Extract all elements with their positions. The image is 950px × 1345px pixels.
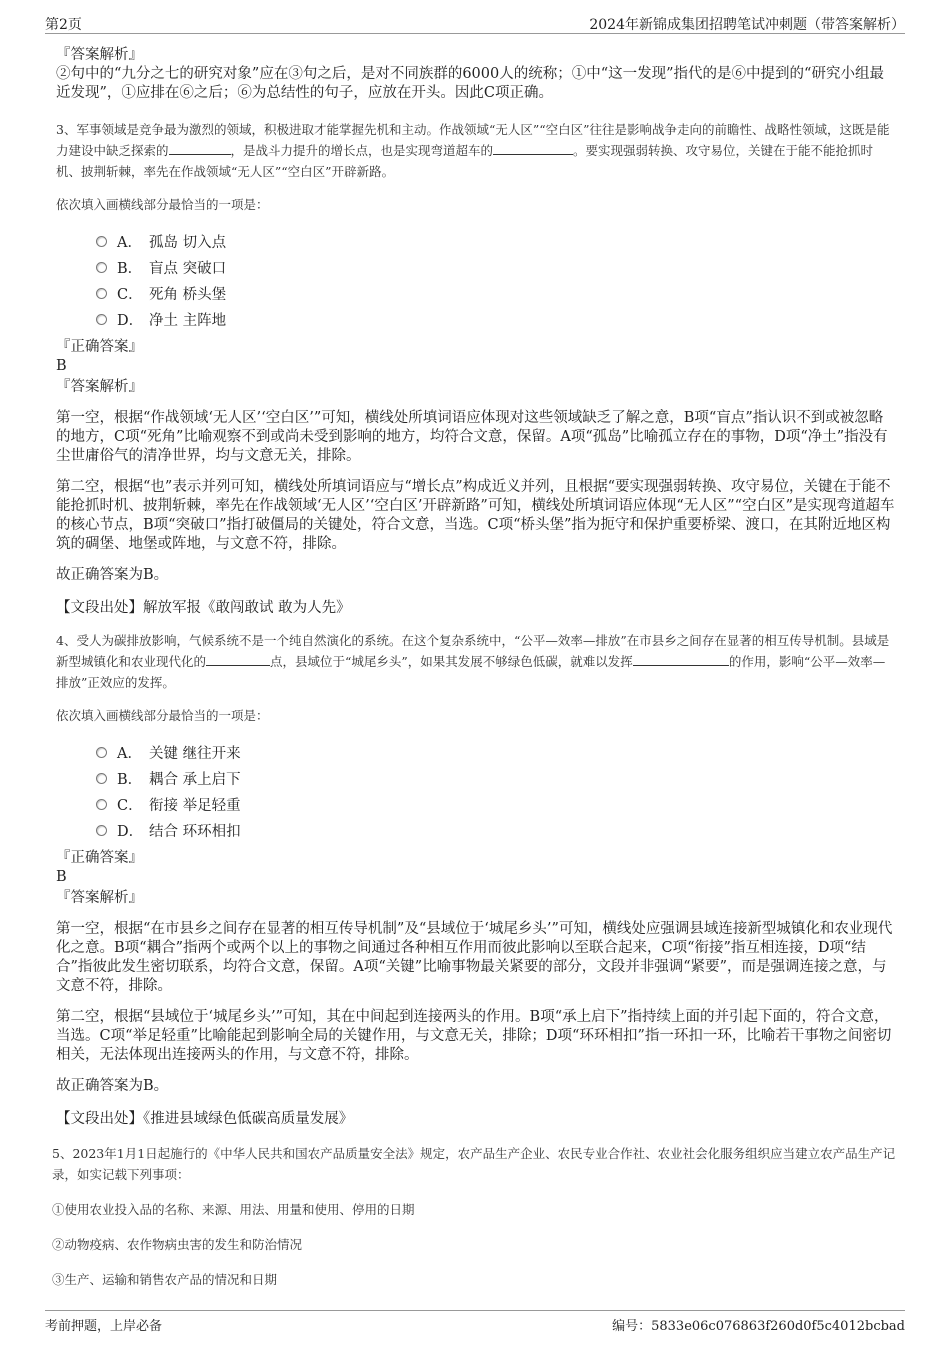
option-text: 孤岛 切入点	[149, 234, 227, 251]
option-letter: C．	[117, 286, 143, 303]
option-text: 结合 环环相扣	[149, 823, 241, 840]
option-letter: D．	[117, 823, 144, 840]
option-letter: C．	[117, 797, 143, 814]
page-footer	[45, 1310, 905, 1332]
analysis-label: 『答案解析』	[56, 890, 143, 906]
answer-blank-1	[169, 141, 231, 155]
analysis-paragraph-1: 第一空，根据“作战领域‘无人区’‘空白区’”可知，横线处所填词语应体现对这些领域缺乏了解之意，B项“盲点”指认识不到或被忽略的地方，C项“死角”比喻观察不到或尚未受到影响的地方，均符合文意，保留。A项“孤岛”比喻孤立存在的事物，D项“净土”指没有尘世庸俗气的清净世界，均与文意无关，排除。	[56, 410, 888, 464]
question-3-part3: 。要实现强弱转换、攻守易位，关键在于能不能抢抓时机、披荆斩棘，率先在作战领域“无人区”“空白区”开辟新路。	[56, 143, 874, 179]
analysis-conclusion: 故正确答案为B。	[56, 1078, 169, 1094]
document-id: 编号：5833e06c076863f260d0f5c4012bcbad	[612, 1319, 905, 1334]
list-item: ②动物疫病、农作物病虫害的发生和防治情况	[52, 1237, 303, 1252]
question-3-options	[96, 228, 896, 332]
option-d[interactable]	[96, 817, 896, 843]
document-title: 2024年新锦成集团招聘笔试冲刺题（带答案解析）	[589, 17, 905, 33]
analysis-label: 『答案解析』	[56, 379, 143, 395]
option-letter: A．	[117, 234, 142, 251]
radio-icon[interactable]	[96, 288, 107, 299]
radio-icon[interactable]	[96, 825, 107, 836]
page-number: 第2页	[45, 17, 82, 33]
answer-blank-1	[206, 652, 270, 666]
option-text: 盲点 突破口	[149, 260, 227, 277]
list-item: ①使用农业投入品的名称、来源、用法、用量和使用、停用的日期	[52, 1202, 415, 1217]
question-4-part3: 的作用，影响“公平—效率—排放”正效应的发挥。	[56, 654, 886, 690]
option-a[interactable]	[96, 739, 896, 765]
radio-icon[interactable]	[96, 773, 107, 784]
radio-icon[interactable]	[96, 747, 107, 758]
correct-answer-label: 『正确答案』	[56, 339, 143, 355]
footer-slogan: 考前押题，上岸必备	[45, 1319, 163, 1334]
document-body	[52, 46, 896, 1290]
source-citation: 【文段出处】解放军报《敢闯敢试 敢为人先》	[56, 600, 351, 616]
question-3-part2: ，是战斗力提升的增长点，也是实现弯道超车的	[230, 143, 494, 158]
analysis-paragraph-2: 第二空，根据“县域位于‘城尾乡头’”可知，其在中间起到连接两头的作用。B项“承上启下”指持续上面的并引起下面的，符合文意，当选。C项“举足轻重”比喻能起到影响全局的关键作用，与文意无关，排除；D项“环环相扣”指一环扣一环，比喻若干事物之间密切相关，无法体现出连接两头的作用，与文意不符，排除。	[56, 1009, 892, 1063]
option-letter: B．	[117, 260, 143, 277]
question-3-text	[56, 119, 896, 182]
answer-blank-2	[493, 141, 573, 155]
option-text: 净土 主阵地	[149, 312, 227, 329]
radio-icon[interactable]	[96, 236, 107, 247]
option-d[interactable]	[96, 306, 896, 332]
analysis-paragraph-2: 第二空，根据“也”表示并列可知，横线处所填词语应与“增长点”构成近义并列，且根据“要实现强弱转换、攻守易位，关键在于能不能抢抓时机、披荆斩棘，率先在作战领域‘无人区’‘空白区’开辟新路”可知，横线处所填词语应体现“无人区”“空白区”是实现弯道超车的核心节点，B项“突破口”指打破僵局的关键处，符合文意，当选。C项“桥头堡”指为扼守和保护重要桥梁、渡口，在其附近地区构筑的碉堡、地堡或阵地，与文意不符，排除。	[56, 479, 895, 552]
analysis-text: ②句中的“九分之七的研究对象”应在③句之后，是对不同族群的6000人的统称；①中“这一发现”指代的是⑥中提到的“研究小组最近发现”，①应排在⑥之后；⑥为总结性的句子，应放在开头。因此C项正确。	[56, 66, 884, 101]
analysis-paragraph-1: 第一空，根据“在市县乡之间存在显著的相互传导机制”及“县域位于‘城尾乡头’”可知，横线处应强调县域连接新型城镇化和农业现代化之意。B项“耦合”指两个或两个以上的事物之间通过各种相互作用而彼此影响以至联合起来，C项“衔接”指互相连接，D项“结合”指彼此发生密切联系，均符合文意，保留。A项“关键”比喻事物最关紧要的部分，文段并非强调“紧要”，而是强调连接之意，与文意不符，排除。	[56, 921, 893, 994]
question-4-text	[56, 630, 896, 693]
question-3-instruction: 依次填入画横线部分最恰当的一项是：	[56, 197, 269, 212]
option-text: 关键 继往开来	[149, 745, 241, 762]
option-b[interactable]	[96, 765, 896, 791]
option-b[interactable]	[96, 254, 896, 280]
radio-icon[interactable]	[96, 799, 107, 810]
option-letter: A．	[117, 745, 142, 762]
correct-answer: B	[56, 358, 67, 374]
option-text: 衔接 举足轻重	[149, 797, 241, 814]
option-text: 死角 桥头堡	[149, 286, 227, 303]
analysis-label: 『答案解析』	[56, 47, 143, 63]
source-citation: 【文段出处】《推进县域绿色低碳高质量发展》	[56, 1111, 354, 1127]
analysis-conclusion: 故正确答案为B。	[56, 567, 169, 583]
option-letter: B．	[117, 771, 143, 788]
list-item: ③生产、运输和销售农产品的情况和日期	[52, 1272, 278, 1287]
radio-icon[interactable]	[96, 314, 107, 325]
radio-icon[interactable]	[96, 262, 107, 273]
correct-answer-label: 『正确答案』	[56, 850, 143, 866]
option-letter: D．	[117, 312, 144, 329]
page-header	[45, 12, 905, 34]
option-c[interactable]	[96, 280, 896, 306]
option-text: 耦合 承上启下	[149, 771, 241, 788]
question-4-part1: 4、受人为碳排放影响，气候系统不是一个纯自然演化的系统。在这个复杂系统中，“公平—效率—排放”在市县乡之间存在显著的相互传导机制。县域是新型城镇化和农业现代化的	[56, 633, 890, 669]
question-5-text: 5、2023年1月1日起施行的《中华人民共和国农产品质量安全法》规定，农产品生产企业、农民专业合作社、农业社会化服务组织应当建立农产品生产记录，如实记载下列事项：	[52, 1146, 896, 1182]
question-3-part1: 3、军事领域是竞争最为激烈的领域，积极进取才能掌握先机和主动。作战领域“无人区”“空白区”往往是影响战争走向的前瞻性、战略性领域，这既是能力建设中缺乏探索的	[56, 122, 890, 158]
option-a[interactable]	[96, 228, 896, 254]
answer-blank-2	[633, 652, 729, 666]
option-c[interactable]	[96, 791, 896, 817]
correct-answer: B	[56, 869, 67, 885]
question-4-options	[96, 739, 896, 843]
question-4-instruction: 依次填入画横线部分最恰当的一项是：	[56, 708, 269, 723]
question-4-part2: 点，县域位于“城尾乡头”，如果其发展不够绿色低碳，就难以发挥	[270, 654, 633, 669]
